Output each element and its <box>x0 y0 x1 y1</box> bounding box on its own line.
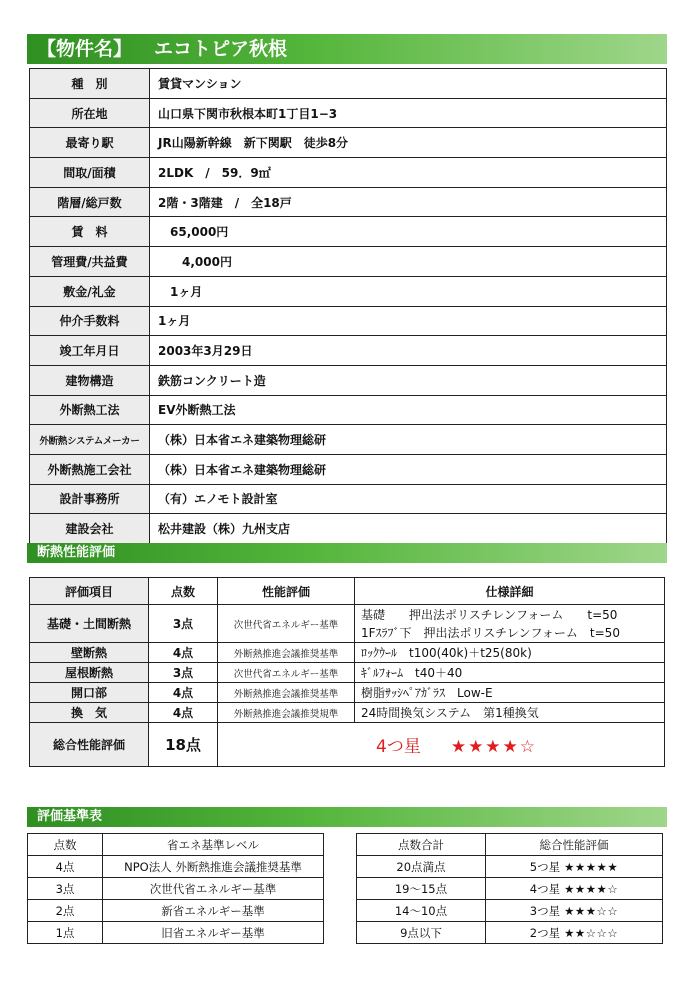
info-row <box>30 276 667 306</box>
info-key: 設計事務所 <box>30 484 150 514</box>
criteria-rating-cell <box>486 900 663 922</box>
info-value: 2LDK / 59．9㎡ <box>150 158 667 188</box>
performance-details <box>355 663 665 683</box>
info-key: 間取/面積 <box>30 158 150 188</box>
info-value: 65,000円 <box>150 217 667 247</box>
criteria-row <box>357 856 663 878</box>
performance-details <box>355 703 665 723</box>
performance-detail-line: ｷﾞﾙﾌｫｰﾑ t40＋40 <box>361 665 463 680</box>
info-value: （有）エノモト設計室 <box>150 484 667 514</box>
criteria-rating: 3つ星 <box>529 903 561 918</box>
performance-rating: 外断熱推進会議推奨規準 <box>218 703 355 723</box>
criteria-rating-cell <box>486 878 663 900</box>
criteria-row <box>28 878 324 900</box>
property-name-banner <box>27 34 667 64</box>
header-cell: 点数 <box>28 834 103 856</box>
criteria-level: NPO法人 外断熱推進会議推奨基準 <box>103 856 324 878</box>
performance-row <box>30 683 665 703</box>
criteria-score: 1点 <box>28 922 103 944</box>
criteria-total: 14〜10点 <box>357 900 486 922</box>
criteria-score: 2点 <box>28 900 103 922</box>
performance-score: 4点 <box>149 683 218 703</box>
total-score: 18点 <box>149 723 218 767</box>
info-row <box>30 336 667 366</box>
table-header-row <box>30 578 665 605</box>
criteria-total: 19〜15点 <box>357 878 486 900</box>
table-header-row <box>28 834 324 856</box>
header-cell: 総合性能評価 <box>486 834 663 856</box>
criteria-level: 次世代省エネルギー基準 <box>103 878 324 900</box>
performance-details <box>355 643 665 663</box>
header-cell: 省エネ基準レベル <box>103 834 324 856</box>
criteria-total-table <box>356 833 663 944</box>
performance-score: 4点 <box>149 703 218 723</box>
performance-detail-line: 樹脂ｻｯｼﾍﾟｱｶﾞﾗｽ Low-E <box>361 685 493 700</box>
header-cell: 仕様詳細 <box>355 578 665 605</box>
info-value: 4,000円 <box>150 247 667 277</box>
table-header-row <box>357 834 663 856</box>
criteria-score-table <box>27 833 324 944</box>
info-value: 2003年3月29日 <box>150 336 667 366</box>
total-label: 総合性能評価 <box>30 723 149 767</box>
info-row <box>30 395 667 425</box>
criteria-total: 9点以下 <box>357 922 486 944</box>
criteria-stars: ★★★☆☆ <box>564 903 619 918</box>
info-key: 種 別 <box>30 69 150 99</box>
info-value: EV外断熱工法 <box>150 395 667 425</box>
info-key: 外断熱工法 <box>30 395 150 425</box>
info-value: 松井建設（株）九州支店 <box>150 514 667 544</box>
criteria-row <box>357 922 663 944</box>
criteria-row <box>28 922 324 944</box>
criteria-stars: ★★★★☆ <box>564 881 619 896</box>
performance-details <box>355 605 665 643</box>
info-key: 所在地 <box>30 98 150 128</box>
total-rating <box>218 723 665 767</box>
info-value: 2階・3階建 / 全18戸 <box>150 187 667 217</box>
info-value: 山口県下関市秋根本町1丁目1−3 <box>150 98 667 128</box>
criteria-score: 3点 <box>28 878 103 900</box>
info-row <box>30 128 667 158</box>
criteria-row <box>28 900 324 922</box>
performance-score: 4点 <box>149 643 218 663</box>
performance-detail-line: 24時間換気システム 第1種換気 <box>361 705 539 720</box>
criteria-rating: 4つ星 <box>529 881 561 896</box>
performance-row <box>30 643 665 663</box>
section-title-performance: 断熱性能評価 <box>27 543 667 563</box>
total-row <box>30 723 665 767</box>
performance-row <box>30 663 665 683</box>
info-key: 仲介手数料 <box>30 306 150 336</box>
performance-row <box>30 703 665 723</box>
info-row <box>30 365 667 395</box>
info-row <box>30 306 667 336</box>
criteria-row <box>28 856 324 878</box>
performance-detail-line: 基礎 押出法ポリスチレンフォーム t=50 <box>361 607 618 622</box>
performance-rating: 外断熱推進会議推奨基準 <box>218 683 355 703</box>
property-name: エコトピア秋根 <box>154 38 288 60</box>
criteria-score: 4点 <box>28 856 103 878</box>
performance-rating: 次世代省エネルギー基準 <box>218 605 355 643</box>
info-value: 1ヶ月 <box>150 306 667 336</box>
performance-detail-line: ﾛｯｸｳｰﾙ t100(40k)＋t25(80k) <box>361 645 532 660</box>
performance-score: 3点 <box>149 605 218 643</box>
info-key: 階層/総戸数 <box>30 187 150 217</box>
performance-item: 壁断熱 <box>30 643 149 663</box>
performance-item: 開口部 <box>30 683 149 703</box>
info-value: 賃貸マンション <box>150 69 667 99</box>
header-cell: 性能評価 <box>218 578 355 605</box>
info-value: 1ヶ月 <box>150 276 667 306</box>
info-key: 管理費/共益費 <box>30 247 150 277</box>
info-key: 建設会社 <box>30 514 150 544</box>
criteria-total: 20点満点 <box>357 856 486 878</box>
performance-detail-line: 1Fｽﾗﾌﾞ下 押出法ポリスチレンフォーム t=50 <box>361 625 620 640</box>
info-row <box>30 187 667 217</box>
info-row <box>30 514 667 544</box>
performance-table <box>29 577 665 767</box>
performance-item: 基礎・土間断熱 <box>30 605 149 643</box>
performance-details <box>355 683 665 703</box>
info-row <box>30 69 667 99</box>
criteria-stars: ★★★★★ <box>564 859 619 874</box>
criteria-rating: 5つ星 <box>529 859 561 874</box>
info-row <box>30 425 667 455</box>
performance-item: 屋根断熱 <box>30 663 149 683</box>
criteria-rating: 2つ星 <box>529 925 561 940</box>
header-cell: 点数 <box>149 578 218 605</box>
criteria-rating-cell <box>486 856 663 878</box>
info-value: （株）日本省エネ建築物理総研 <box>150 454 667 484</box>
criteria-rating-cell <box>486 922 663 944</box>
performance-row <box>30 605 665 643</box>
info-row <box>30 217 667 247</box>
performance-rating: 外断熱推進会議推奨基準 <box>218 643 355 663</box>
info-key: 外断熱施工会社 <box>30 454 150 484</box>
info-value: JR山陽新幹線 新下関駅 徒歩8分 <box>150 128 667 158</box>
info-row <box>30 98 667 128</box>
criteria-level: 旧省エネルギー基準 <box>103 922 324 944</box>
criteria-level: 新省エネルギー基準 <box>103 900 324 922</box>
property-name-label: 【物件名】 <box>37 38 133 60</box>
criteria-row <box>357 878 663 900</box>
header-cell: 評価項目 <box>30 578 149 605</box>
performance-score: 3点 <box>149 663 218 683</box>
total-rating-text: 4つ星 <box>376 737 421 757</box>
info-row <box>30 484 667 514</box>
info-key: 最寄り駅 <box>30 128 150 158</box>
info-key: 竣工年月日 <box>30 336 150 366</box>
performance-item: 換 気 <box>30 703 149 723</box>
info-value: 鉄筋コンクリート造 <box>150 365 667 395</box>
info-row <box>30 454 667 484</box>
criteria-stars: ★★☆☆☆ <box>564 925 619 940</box>
info-row <box>30 247 667 277</box>
header-cell: 点数合計 <box>357 834 486 856</box>
section-title-criteria: 評価基準表 <box>27 807 667 827</box>
property-info-table <box>29 68 667 544</box>
info-key: 敷金/礼金 <box>30 276 150 306</box>
info-value: （株）日本省エネ建築物理総研 <box>150 425 667 455</box>
info-key: 賃 料 <box>30 217 150 247</box>
info-key: 建物構造 <box>30 365 150 395</box>
performance-rating: 次世代省エネルギー基準 <box>218 663 355 683</box>
total-stars: ★★★★☆ <box>450 737 538 757</box>
criteria-row <box>357 900 663 922</box>
info-key: 外断熱システムメーカー <box>30 425 150 455</box>
info-row <box>30 158 667 188</box>
